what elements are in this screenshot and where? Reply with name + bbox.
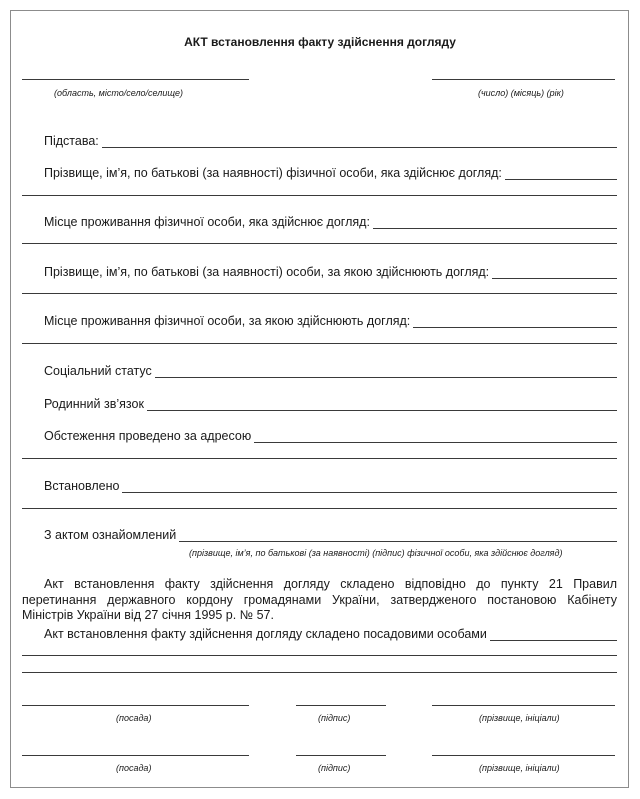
place-caption: (область, місто/село/селище) <box>54 88 183 98</box>
signature-caption-1: (підпис) <box>318 713 351 723</box>
cared-person-name-label: Прізвище, ім’я, по батькові (за наявності) особи, за якою здійснюють догляд: <box>44 265 490 279</box>
acquainted-caption: (прізвище, ім’я, по батькові (за наявності) (підпис) фізичної особи, яка здійснює догляд) <box>189 548 563 558</box>
caregiver-residence-label: Місце проживання фізичної особи, яка здійснює догляд: <box>44 215 370 229</box>
survey-address-line-2[interactable] <box>22 458 617 459</box>
social-status-input-line[interactable] <box>155 367 617 378</box>
caregiver-name-label: Прізвище, ім’я, по батькові (за наявності) фізичної особи, яка здійснює догляд: <box>44 166 502 180</box>
survey-address-input-line[interactable] <box>254 432 617 443</box>
document-title: АКТ встановлення факту здійснення догляду <box>184 35 456 49</box>
basis-label: Підстава: <box>44 134 99 148</box>
cared-person-name-line-2[interactable] <box>22 293 617 294</box>
position-caption-2: (посада) <box>116 763 152 773</box>
established-input-line[interactable] <box>122 482 617 493</box>
acquainted-input-line[interactable] <box>179 531 617 542</box>
officials-field[interactable] <box>44 627 617 641</box>
date-caption: (число) (місяць) (рік) <box>478 88 564 98</box>
family-relation-input-line[interactable] <box>147 400 617 411</box>
family-relation-field[interactable] <box>44 397 617 411</box>
caregiver-residence-input-line[interactable] <box>373 218 617 229</box>
cared-residence-field[interactable] <box>44 314 617 328</box>
caregiver-residence-field[interactable] <box>44 215 617 229</box>
cared-residence-label: Місце проживання фізичної особи, за якою здійснюють догляд: <box>44 314 411 328</box>
position-line-2[interactable] <box>22 755 249 756</box>
survey-address-label: Обстеження проведено за адресою <box>44 429 252 443</box>
acquainted-field[interactable] <box>44 528 617 542</box>
cared-person-name-field[interactable] <box>44 265 617 279</box>
established-label: Встановлено <box>44 479 120 493</box>
established-line-2[interactable] <box>22 508 617 509</box>
name-line-2[interactable] <box>432 755 615 756</box>
family-relation-label: Родинний зв’язок <box>44 397 144 411</box>
officials-line-3[interactable] <box>22 672 617 673</box>
basis-field[interactable] <box>44 134 617 148</box>
caregiver-residence-line-2[interactable] <box>22 243 617 244</box>
legal-basis-text: Акт встановлення факту здійснення догляду складено відповідно до пункту 21 Правил перетинання державного кордону громадянами України, затвердженого постановою Кабінету Міністрів України від 27 січня 1995 р. № 57. <box>22 577 617 622</box>
name-caption-2: (прізвище, ініціали) <box>479 763 560 773</box>
basis-input-line[interactable] <box>102 137 617 148</box>
officials-input-line[interactable] <box>490 630 617 641</box>
caregiver-name-field[interactable] <box>44 166 617 180</box>
cared-residence-input-line[interactable] <box>413 317 617 328</box>
cared-residence-line-2[interactable] <box>22 343 617 344</box>
legal-basis-paragraph <box>22 577 617 624</box>
social-status-label: Соціальний статус <box>44 364 152 378</box>
name-caption-1: (прізвище, ініціали) <box>479 713 560 723</box>
officials-label: Акт встановлення факту здійснення догляду складено посадовими особами <box>44 627 487 641</box>
social-status-field[interactable] <box>44 364 617 378</box>
acquainted-label: З актом ознайомлений <box>44 528 177 542</box>
cared-person-name-input-line[interactable] <box>492 268 617 279</box>
signature-line-2[interactable] <box>296 755 386 756</box>
date-line[interactable] <box>432 79 615 80</box>
signature-caption-2: (підпис) <box>318 763 351 773</box>
position-caption-1: (посада) <box>116 713 152 723</box>
name-line-1[interactable] <box>432 705 615 706</box>
caregiver-name-line-2[interactable] <box>22 195 617 196</box>
established-field[interactable] <box>44 479 617 493</box>
position-line-1[interactable] <box>22 705 249 706</box>
place-line[interactable] <box>22 79 249 80</box>
survey-address-field[interactable] <box>44 429 617 443</box>
officials-line-2[interactable] <box>22 655 617 656</box>
signature-line-1[interactable] <box>296 705 386 706</box>
caregiver-name-input-line[interactable] <box>505 169 617 180</box>
